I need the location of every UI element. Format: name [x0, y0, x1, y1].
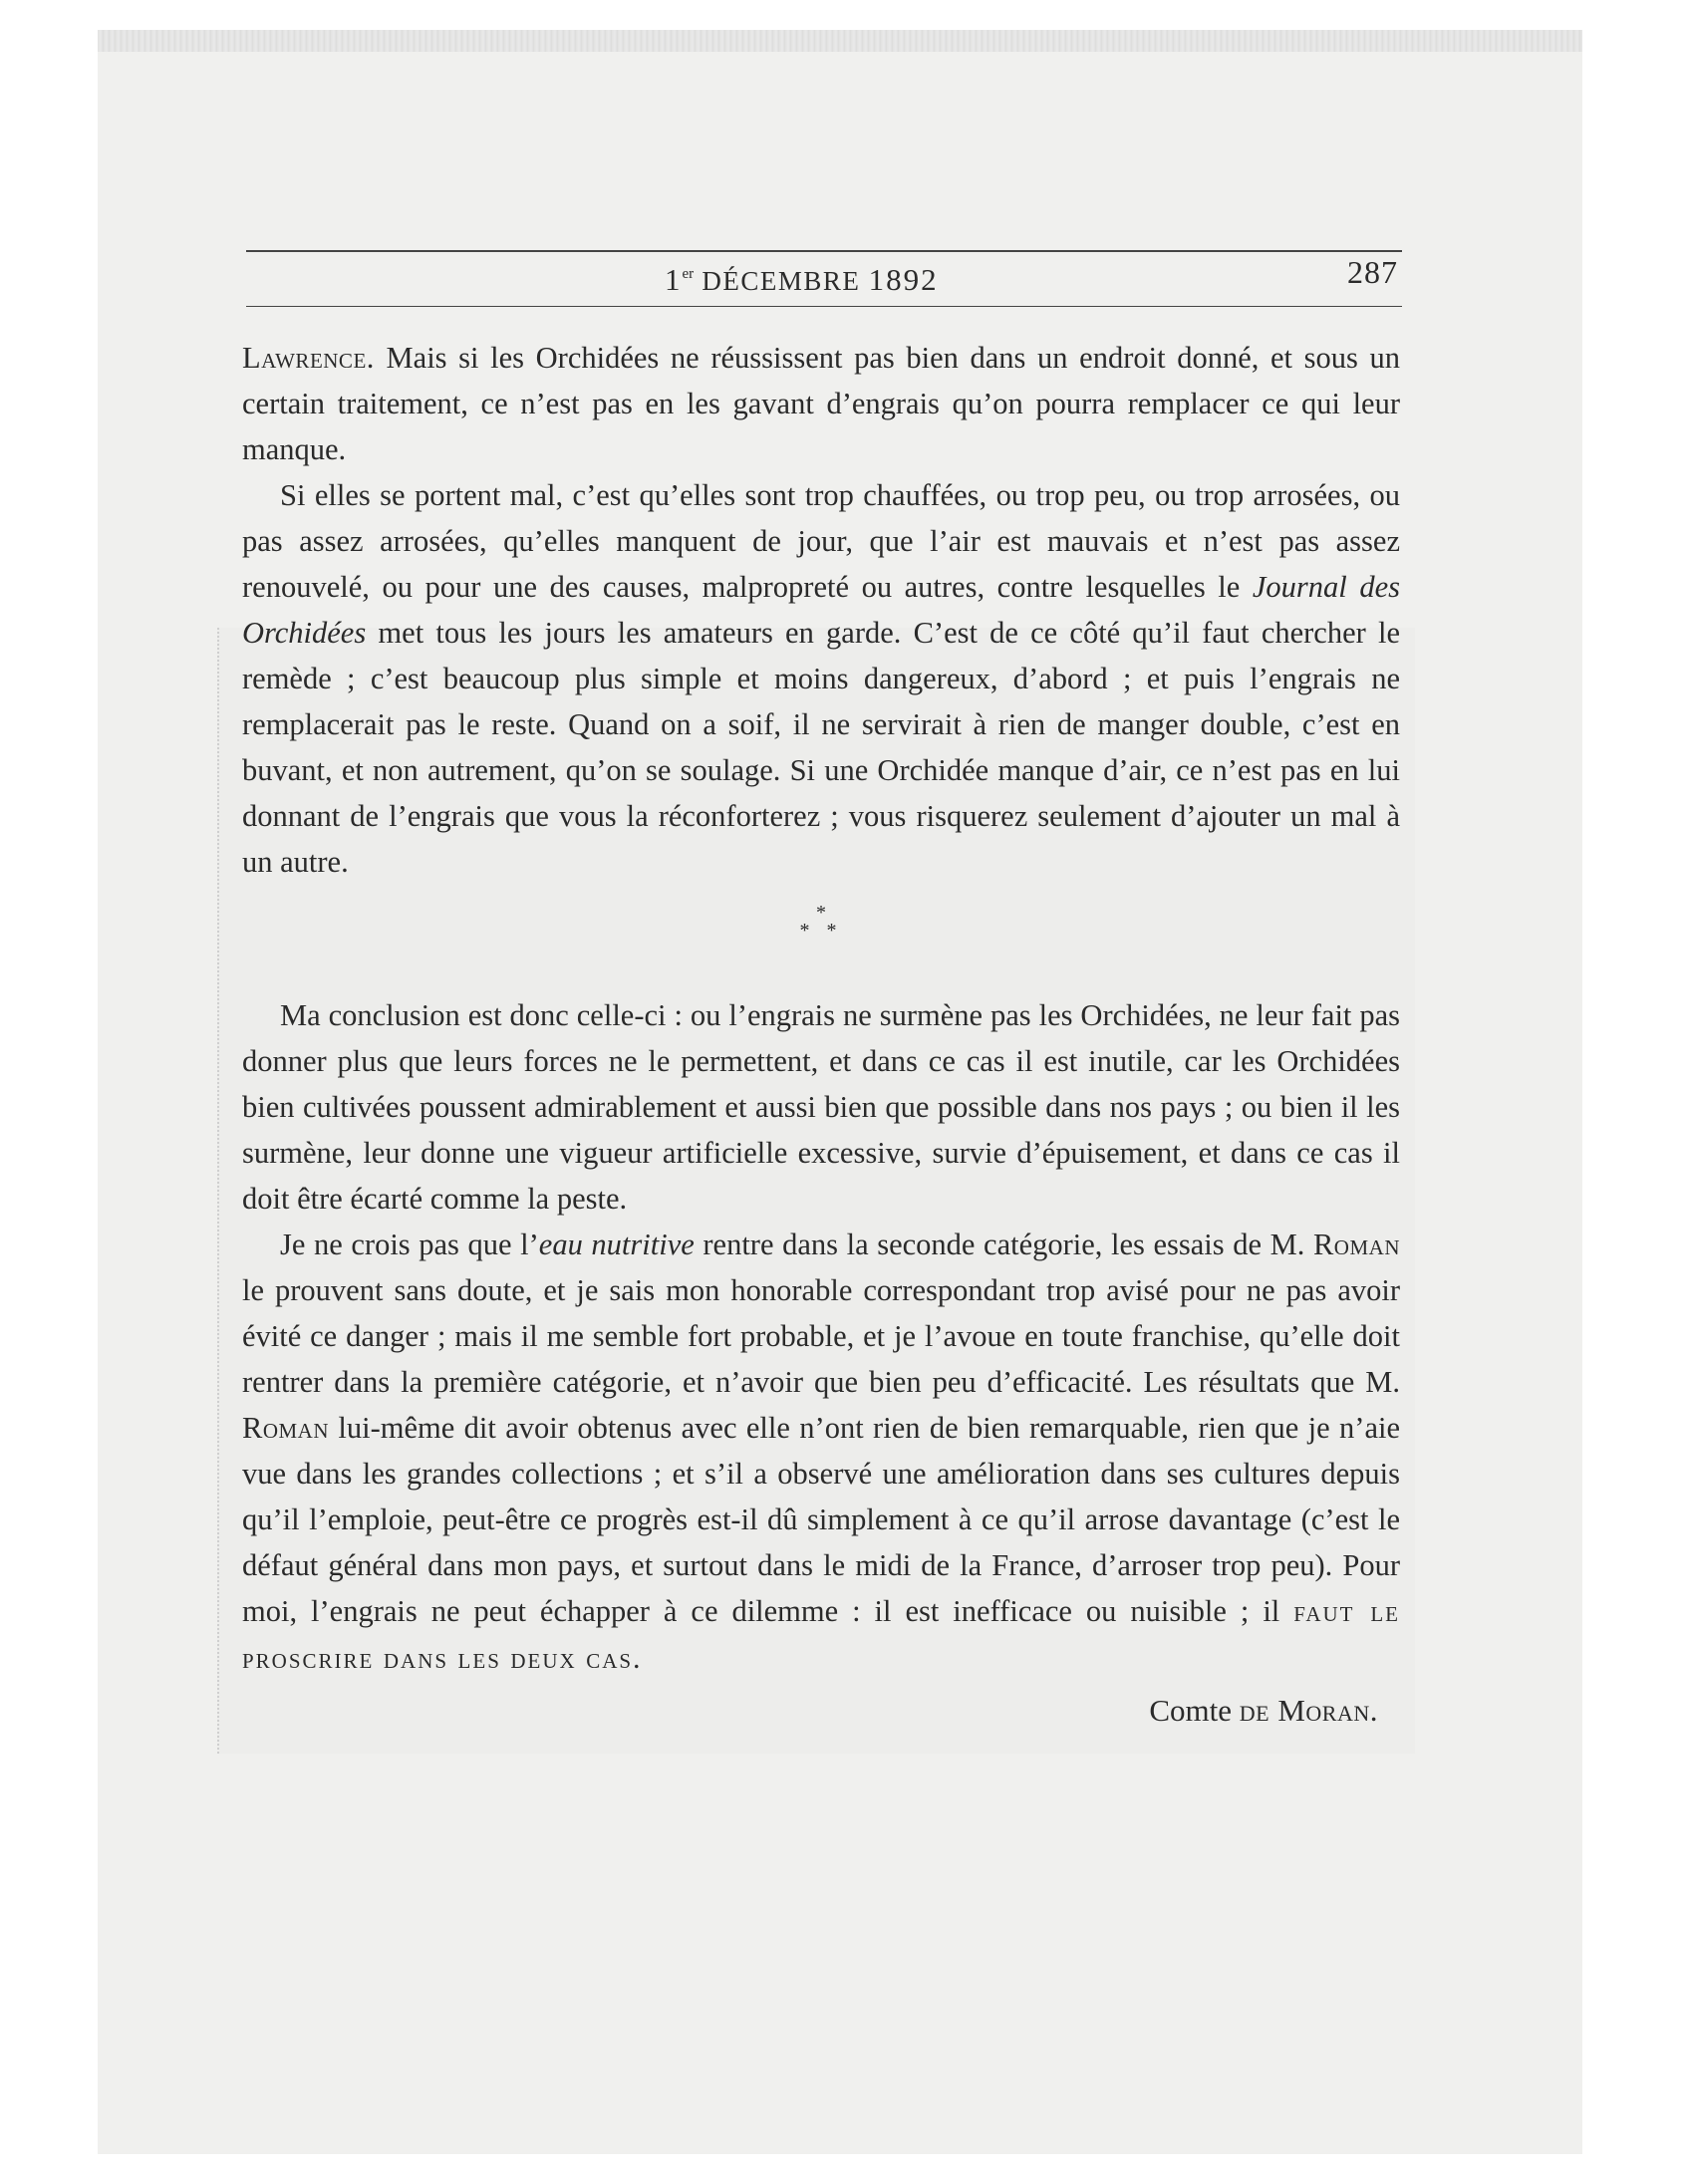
conclusion-caps: faut le proscrire dans les deux cas.	[242, 1595, 1401, 1675]
paragraph-1	[242, 335, 1400, 472]
paragraph-3: Ma conclusion est donc celle-ci : ou l’engrais ne surmène pas les Orchidées, ne leur fait pas donner plus que leurs forces ne le permettent, et dans ce cas il est inutile, car les Orchidées bien cultivées poussent admirablement et aussi bien que possible dans nos pays ; ou bien il les surmène, leur donne une vigueur artificielle excessive, survie d’épuisement, et dans ce cas il doit être écarté comme la peste.	[242, 998, 1400, 1216]
author-name: Lawrence.	[242, 341, 375, 375]
page-number: 287	[1347, 254, 1398, 290]
date-day: 1	[665, 262, 683, 297]
header-rule-top	[246, 250, 1402, 252]
date-ordinal: er	[682, 266, 695, 282]
paragraph-1-text: Mais si les Orchidées ne réussissent pas bien dans un endroit donné, et sous un certain traitement, ce n’est pas en les gavant d’engrais qu’on pourra remplacer ce qui leur manque.	[242, 341, 1400, 466]
scan-edge	[98, 30, 1582, 52]
journal-title: Journal des Orchidées	[242, 570, 1400, 650]
separator-star-top: *	[816, 902, 826, 924]
signature	[242, 1688, 1400, 1734]
paragraph-4-text-a: Je ne crois pas que l’	[280, 1228, 539, 1261]
name-roman-1: Roman	[1312, 1228, 1400, 1261]
signature-name: Moran.	[1269, 1693, 1378, 1728]
date-year: 1892	[868, 262, 939, 297]
date-month: DÉCEMBRE	[702, 266, 861, 296]
name-roman-2: Roman	[242, 1411, 330, 1445]
paragraph-4-text-b: rentre dans la seconde catégorie, les essais de M.	[694, 1228, 1313, 1261]
paragraph-4-text-d: lui-même dit avoir obtenus avec elle n’ont rien de bien remarquable, rien que je n’aie vue dans les grandes collections ; et s’il a observé une amélioration dans ses cultures depuis qu’il l’emploie, peut-être ce progrès est-il dû simplement à ce qu’il arrose davantage (c’est le défaut général dans mon pays, et surtout dans le midi de la France, d’arroser trop peu). Pour moi, l’engrais ne peut échapper à ce dilemme : il est inefficace ou nuisible ; il	[242, 1411, 1400, 1628]
header-rule-bottom	[246, 306, 1402, 307]
paragraph-4	[242, 1222, 1400, 1682]
article-body	[242, 335, 1400, 1734]
signature-comte: Comte	[1149, 1693, 1240, 1728]
eau-nutritive: eau nutritive	[538, 1228, 695, 1261]
signature-particle: de	[1239, 1693, 1270, 1728]
paragraph-2-text-a: Si elles se portent mal, c’est qu’elles sont trop chauffées, ou trop peu, ou trop arrosées, ou pas assez arrosées, qu’elles manquent de jour, que l’air est mauvais et n’est pas assez renouvelé, ou pour une des causes, malpropreté ou autres, contre lesquelles le	[242, 478, 1400, 604]
header-date	[665, 262, 939, 298]
section-separator	[242, 901, 1400, 968]
paragraph-2	[242, 472, 1400, 885]
running-header	[246, 254, 1402, 302]
separator-stars-bottom: * *	[799, 920, 843, 942]
paragraph-2-text-b: met tous les jours les amateurs en garde. C’est de ce côté qu’il faut chercher le remède ; c’est beaucoup plus simple et moins dangereux, d’abord ; et puis l’engrais ne remplacerait pas le reste. Quand on a soif, il ne servirait à rien de manger double, c’est en buvant, et non autrement, qu’on se soulage. Si une Orchidée manque d’air, ce n’est pas en lui donnant de l’engrais que vous la réconforterez ; vous risquerez seulement d’ajouter un mal à un autre.	[242, 616, 1400, 879]
paragraph-4-text-c: le prouvent sans doute, et je sais mon honorable correspondant trop avisé pour ne pas avoir évité ce danger ; mais il me semble fort probable, et je l’avoue en toute franchise, qu’elle doit rentrer dans la première catégorie, et n’avoir que bien peu d’efficacité. Les résultats que M.	[242, 1273, 1400, 1399]
